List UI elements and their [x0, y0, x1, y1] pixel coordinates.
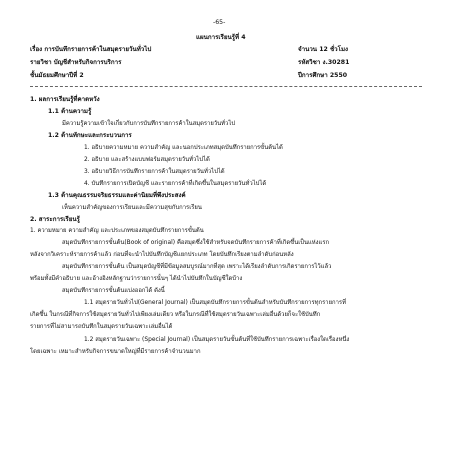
- section-1-3-text: เห็นความสำคัญของการเรียนและมีความสุขกับการเรียน: [62, 205, 202, 211]
- paragraph-line: เกิดขึ้น ในกรณีที่กิจการใช้สมุดรายวันทั่วไปเพียงเล่มเดียว หรือในกรณีที่ใช้สมุดรายวันเฉพาะเล่มอื่นด้วยก็จะใช้บันทึก: [30, 312, 321, 318]
- subject-label: เรื่อง การบันทึกรายการค้าในสมุดรายวันทั่วไป: [30, 46, 152, 53]
- header-divider: [30, 86, 422, 87]
- hours-label: จำนวน 12 ชั่วโมง: [298, 46, 349, 53]
- paragraph-line: สมุดบันทึกรายการขั้นต้น เป็นสมุดบัญชีที่มีข้อมูลสมบูรณ์มากที่สุด เพราะได้เรียงลำดับการเกิดรายการไว้แล้ว: [62, 264, 332, 270]
- paragraph-line: พร้อมทั้งมีคำอธิบาย และอ้างอิงหลักฐานว่ารายการนั้นๆ ได้นำไปบันทึกในบัญชีใดบ้าง: [30, 276, 243, 282]
- skill-item: 4. บันทึกรายการเปิดบัญชี และรายการค้าที่เกิดขึ้นในสมุดรายวันทั่วไปได้: [84, 181, 267, 187]
- section-1-2-title: 1.2 ด้านทักษะและกระบวนการ: [48, 132, 132, 139]
- course-code: รหัสวิชา ง.30281: [298, 59, 350, 66]
- skill-item: 2. อธิบาย และสร้างแบบฟอร์มสมุดรายวันทั่วไปได้: [84, 157, 210, 163]
- course-label: รายวิชา บัญชีสำหรับกิจการบริการ: [30, 59, 122, 66]
- semester-label: ปีการศึกษา 2550: [298, 72, 348, 79]
- section-1-title: 1. ผลการเรียนรู้ที่คาดหวัง: [30, 96, 100, 103]
- paragraph-line: 1.1 สมุดรายวันทั่วไป(General Journal) เป็นสมุดบันทึกรายการขั้นต้นสำหรับบันทึกรายการทุกรายการที่: [84, 300, 346, 306]
- paragraph-line: หลังจากวิเคราะห์รายการค้าแล้ว ก่อนที่จะนำไปบันทึกบัญชีแยกประเภท โดยบันทึกเรียงตามลำดับก่อนหลัง: [30, 252, 294, 258]
- paragraph-line: โดยเฉพาะ เหมาะสำหรับกิจการขนาดใหญ่ที่มีรายการค้าจำนวนมาก: [30, 349, 201, 355]
- grade-label: ชั้นมัธยมศึกษาปีที่ 2: [30, 72, 84, 79]
- paragraph-line: 1.2 สมุดรายวันเฉพาะ (Special Journal) เป็นสมุดรายวันขั้นต้นที่ใช้บันทึกรายการเฉพาะเรื่องใดเรื่องหนึ่ง: [84, 337, 350, 343]
- section-1-1-text: มีความรู้ความเข้าใจเกี่ยวกับการบันทึกรายการค้าในสมุดรายวันทั่วไป: [62, 121, 236, 127]
- section-1-1-title: 1.1 ด้านความรู้: [48, 108, 92, 115]
- section-2-line-1: 1. ความหมาย ความสำคัญ และประเภทของสมุดบันทึกรายการขั้นต้น: [30, 228, 204, 234]
- paragraph-line: สมุดบันทึกรายการขั้นต้นแบ่งออกได้ ดังนี้: [62, 288, 165, 294]
- paragraph-line: สมุดบันทึกรายการขั้นต้น(Book of original) คือสมุดซึ่งใช้สำหรับจดบันทึกรายการค้าที่เกิดขึ้นเป็นแห่งแรก: [62, 240, 330, 246]
- plan-title: แผนการเรียนรู้ที่ 4: [196, 34, 246, 41]
- skill-item: 3. อธิบายวิธีการบันทึกรายการค้าในสมุดรายวันทั่วไปได้: [84, 169, 225, 175]
- page-number: -65-: [213, 19, 226, 26]
- skill-item: 1. อธิบายความหมาย ความสำคัญ และนอกประเภทสมุดบันทึกรายการขั้นต้นได้: [84, 145, 283, 151]
- paragraph-line: รายการที่ไม่สามารถบันทึกในสมุดรายวันเฉพาะเล่มอื่นได้: [30, 324, 173, 330]
- section-1-3-title: 1.3 ด้านคุณธรรมจริยธรรมและค่านิยมที่พึงประสงค์: [48, 192, 186, 199]
- section-2-title: 2. สาระการเรียนรู้: [30, 216, 80, 223]
